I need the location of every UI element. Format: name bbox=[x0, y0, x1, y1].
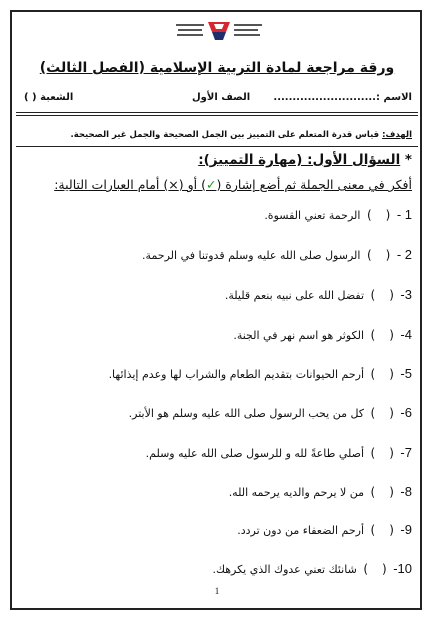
goal-divider bbox=[16, 146, 418, 147]
item-text: أرحم الحيوانات بتقديم الطعام والشراب لها وعدم إيذائها. bbox=[108, 368, 365, 381]
answer-box[interactable]: () bbox=[370, 367, 394, 381]
answer-box[interactable]: () bbox=[370, 328, 394, 342]
goal-text: قياس قدرة المتعلم على التمييز بين الجمل الصحيحة والجمل غير الصحيحة. bbox=[70, 130, 383, 140]
answer-box[interactable]: () bbox=[370, 523, 394, 537]
item-text: شانئك تعني عدوك الذي يكرهك. bbox=[212, 563, 357, 576]
answer-box[interactable]: () bbox=[370, 406, 394, 420]
instruction-text-start: أفكر في معنى الجملة ثم أضع إشارة ( bbox=[216, 177, 412, 192]
list-item bbox=[109, 366, 412, 381]
list-item bbox=[225, 287, 412, 302]
answer-box[interactable]: () bbox=[366, 248, 391, 262]
item-number: 7- bbox=[400, 445, 412, 460]
answer-box[interactable]: () bbox=[370, 485, 394, 499]
question-bullet: * bbox=[400, 152, 412, 168]
item-number: 10- bbox=[393, 561, 412, 576]
item-text: الرسول صلى الله عليه وسلم قدوتنا في الرحمة. bbox=[142, 249, 361, 262]
item-text: كل من يحب الرسول صلى الله عليه وسلم هو الأبتر. bbox=[128, 407, 365, 420]
item-number: 6- bbox=[400, 405, 412, 420]
list-item bbox=[264, 207, 412, 222]
worksheet-title: ورقة مراجعة لمادة التربية الإسلامية (الفصل الثالث) bbox=[39, 60, 395, 76]
item-text: من لا يرحم والديه يرحمه الله. bbox=[228, 486, 365, 499]
school-logo bbox=[168, 16, 268, 46]
section-field: الشعبة ( ) bbox=[24, 92, 74, 103]
list-item bbox=[237, 522, 412, 537]
list-item bbox=[212, 561, 412, 576]
header-divider-2 bbox=[16, 115, 418, 116]
instruction-text-mid: ) أو ( bbox=[178, 177, 206, 192]
list-item bbox=[229, 484, 412, 499]
answer-box[interactable]: () bbox=[370, 288, 394, 302]
item-text: أصلي طاعةً لله و للرسول صلى الله عليه وسلم. bbox=[145, 447, 365, 460]
cross-mark-icon: × bbox=[168, 177, 179, 192]
check-mark-icon: ✓ bbox=[205, 177, 217, 192]
question-title: السؤال الأول: (مهارة التمييز): bbox=[198, 152, 401, 168]
item-text: أرحم الضعفاء من دون تردد. bbox=[237, 524, 365, 537]
list-item bbox=[129, 405, 412, 420]
list-item bbox=[146, 445, 412, 460]
page-number: 1 bbox=[214, 586, 220, 596]
item-number: 3- bbox=[400, 287, 412, 302]
class-label: الصف الأول bbox=[192, 92, 251, 103]
item-text: الكوثر هو اسم نهر في الجنة. bbox=[233, 329, 365, 342]
answer-box[interactable]: () bbox=[370, 446, 394, 460]
item-number: 5- bbox=[400, 366, 412, 381]
question-instruction bbox=[54, 177, 412, 192]
goal-label: الهدف: bbox=[382, 130, 412, 140]
item-number: 8- bbox=[400, 484, 412, 499]
answer-box[interactable]: () bbox=[366, 208, 391, 222]
item-text: الرحمة تعني القسوة. bbox=[264, 209, 361, 222]
item-number: 9- bbox=[400, 522, 412, 537]
header-divider bbox=[16, 112, 418, 113]
list-item bbox=[233, 327, 412, 342]
student-name-field: الاسم :........................... bbox=[273, 92, 412, 103]
item-number: 1 - bbox=[396, 207, 412, 222]
goal-statement bbox=[22, 130, 412, 140]
item-number: 4- bbox=[400, 327, 412, 342]
answer-box[interactable]: () bbox=[363, 562, 387, 576]
list-item bbox=[142, 247, 412, 262]
item-text: تفضل الله على نبيه بنعم قليلة. bbox=[224, 289, 365, 302]
question-heading bbox=[198, 152, 412, 168]
instruction-text-end: ) أمام العبارات التالية: bbox=[54, 177, 169, 192]
item-number: 2 - bbox=[396, 247, 412, 262]
